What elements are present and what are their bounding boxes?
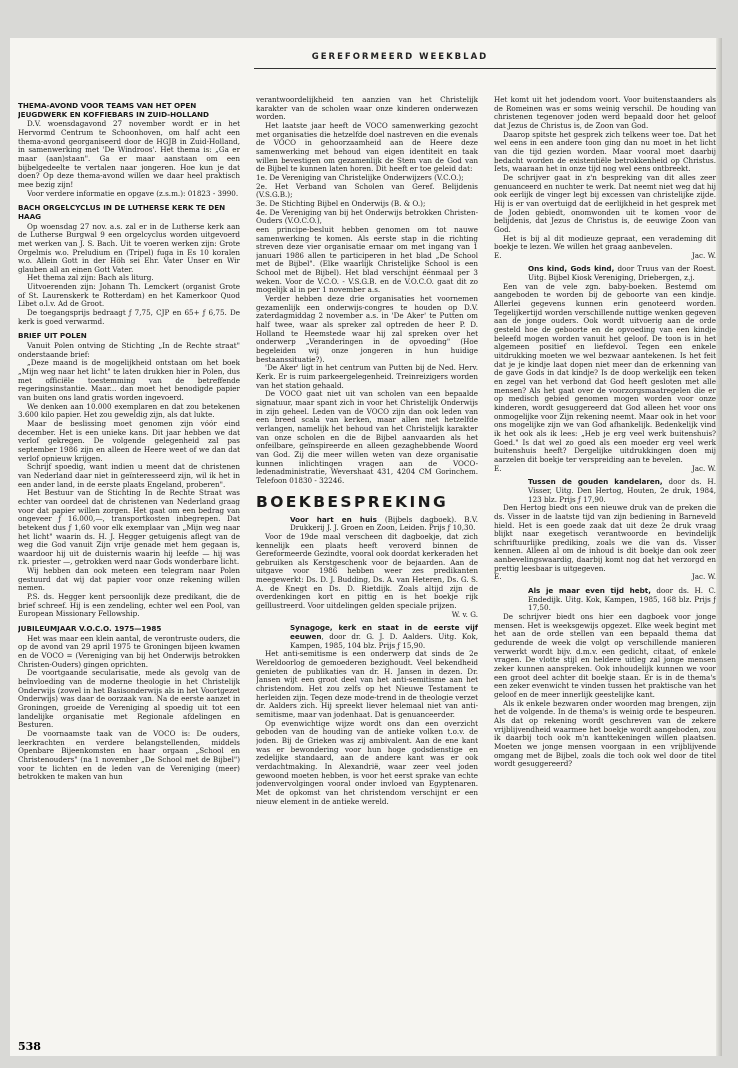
review-heading	[494, 265, 716, 282]
signature-initial: E.	[494, 572, 502, 582]
column-2	[256, 96, 478, 1001]
review-heading	[494, 478, 716, 504]
paragraph: Verder hebben deze drie organisaties het voornemen gezamenlijk een onderwijs-congres te houden op D.V. zaterdagmiddag 2 november a.s. in 'De Aker' te Putten om half twee, waar als spreker zal optreden de heer P. D. Holland te Heemstede waar hij zal spreken over het onderwerp „Veranderingen in de opvoeding" (Hoe begeleiden wij onze jongeren in hun huidige bestaanssituatie?).	[256, 294, 478, 364]
running-title: GEREFORMEERD WEEKBLAD	[311, 52, 489, 62]
paragraph: Als ik enkele bezwaren onder woorden mag brengen, zijn het de volgende. In de thema's is weinig orde te bespeuren. Als dat op rekening wordt geschreven van de zekere vrijblijvendheid waarmee het boekje wordt aangeboden, zou ik daarbij toch ook m'n kanttekeningen willen plaatsen. Moeten we jonge mensen voorgaan in een vrijblijvende omgang met de Bijbel, zoals die toch ook wel door de titel wordt gesuggereerd?	[494, 698, 716, 769]
paragraph: Het thema zal zijn: Bach als liturg.	[27, 273, 154, 283]
review-meta: door ds. H. Visser, Uitg. Den Hertog, Houten, 2e druk, 1984, 123 blz. Prijs ƒ 17,90.	[528, 477, 716, 504]
review-meta: , door dr. G. J. D. Aalders. Uitg. Kok, Kampen, 1985, 104 blz. Prijs ƒ 15,90.	[290, 632, 478, 650]
list-item: 4e. De Vereniging van bij het Onderwijs betrokken Christen-Ouders (V.O.C.O.),	[256, 207, 478, 226]
page-edge-shadow	[716, 38, 722, 1056]
review-title: Als je maar even tijd hebt,	[528, 586, 651, 596]
review-title: Tussen de gouden kandelaren,	[528, 477, 663, 487]
paragraph: Het komt uit het jodendom voort. Voor buitenstaanders als de Romeinen was er soms weinig verschil. De houding van christenen tegenover joden werd bepaald door het geloof dat Jezus de Christus is, de Zoon van God.	[494, 96, 716, 130]
section-banner: BOEKBESPREKING	[256, 492, 449, 511]
article-title: JUBILEUMJAAR V.O.C.O. 1975—1985	[18, 624, 162, 634]
review-title: Ons kind, Gods kind,	[528, 264, 615, 274]
page-number: 538	[18, 1040, 41, 1053]
paragraph: De voortgaande secularisatie, mede als gevolg van de beïnvloeding van de moderne theologie in het Christelijk Onderwijs (zowel in het Basisonderwijs als in het Voortgezet Onderwijs) was daar de oorzaak van. Na de eerste aanzet in Groningen, groeide de Vereniging al spoedig uit tot een landelijke organisatie met Regionale afdelingen en Besturen.	[18, 668, 240, 730]
paragraph: Wij hebben dan ook meteen een telegram naar Polen gestuurd dat wij dat papier voor onze rekening willen nemen.	[18, 566, 240, 593]
paragraph: Schrijf spoedig, want indien u meent dat de christenen van Nederland daar niet in geïnteresseerd zijn, wil ik het in een ander land, in de eerste plaats Engeland, proberen".	[18, 462, 240, 489]
signature-name: Jac. W.	[691, 463, 716, 473]
paragraph: Uitvoerenden zijn: Johann Th. Lemckert (organist Grote of St. Laurenskerk te Rotterdam) en het Kamerkoor Quod Libet o.l.v. Ad de Groot.	[18, 282, 240, 309]
paragraph: Het laatste jaar heeft de VOCO samenwerking gezocht met organisaties die hetzelfde doel nastreven en die evenals de VOCO in gehoorzaamheid aan de Heere deze samenwerking met behoud van eigen identiteit en taak willen bevestigen om gezamenlijk de Stem van de God van de Bijbel te kunnen laten horen. Dit heeft er toe geleid dat:	[256, 120, 478, 174]
paragraph: 'De Aker' ligt in het centrum van Putten bij de Ned. Herv. Kerk. Er is ruim parkeergelegenheid. Treinreizigers worden van het station gehaald.	[256, 363, 478, 390]
review-title: Voor hart en huis	[290, 514, 377, 524]
review-heading	[256, 624, 478, 650]
paragraph: We denken aan 10.000 exemplaren en dat zou betekenen 3.600 kilo papier. Het zou geweldig zijn, als dat lukte.	[18, 401, 240, 420]
paragraph: De schrijver gaat in z'n bespreking van dit alles zeer genuanceerd en nuchter te werk. Dat neemt niet weg dat hij ook eerlijk de vinger legt bij excessen van christelijke zijde. Hij is er van overtuigd dat de eerlijkheid in het gesprek met de Joden gebiedt, onomwonden uit te komen voor de belijdenis, dat Jezus de Christus is, de eeuwige Zoon van God.	[494, 172, 716, 234]
article-title: BRIEF UIT POLEN	[18, 331, 87, 341]
paragraph: een principe-besluit hebben genomen om tot nauwe samenwerking te komen. Als eerste stap in die richting streven deze vier organisatie ernaar om met ingang van 1 januari 1986 allen te participeren in het blad „De School met de Bijbel". (Elke waarlijk Christelijke School is een School met de Bijbel). Het blad verschijnt éénmaal per 3 weken. Voor de V.C.O. - V.S.G.B. en de V.O.C.O. gaat dit zo mogelijk al in per 1 november a.s.	[256, 224, 478, 295]
review-signature	[494, 252, 716, 261]
paragraph: Het Bestuur van de Stichting In de Rechte Straat was echter van oordeel dat de christenen van Nederland graag voor dat papier willen zorgen. Het gaat om een bedrag van ongeveer ƒ 16.000,—, transportkosten inbegrepen. Dat betekent dus ƒ 1,60 voor elk exemplaar van „Mijn weg naar het licht" waarin ds. H. J. Hegger getuigenis aflegt van de weg die God vanuit Zijn vrije genade met hem gegaan is, waardoor hij uit de duisternis waarin hij leefde — hij was r.k. priester —, getrokken werd naar Gods wonderbare licht.	[18, 488, 240, 567]
paragraph: Vanuit Polen ontving de Stichting „In de Rechte straat" onderstaande brief:	[18, 341, 240, 359]
signature-initial: E.	[494, 463, 502, 473]
paragraph: Den Hertog biedt ons een nieuwe druk van de preken die ds. Visser in de laatste tijd van zijn bediening in Barneveld hield. Het is een goede zaak dat uit deze 2e druk vraag blijkt naar exegetisch verantwoorde en bevindelijk schriftuurlijke prediking, zoals we die van ds. Visser kennen. Alleen al om de inhoud is dit boekje dan ook zeer aanbevelingswaardig, daarbij komt nog dat het verzorgd en prettig leesbaar is uitgegeven.	[494, 503, 716, 573]
review-signature: W. v. G.	[451, 609, 478, 619]
paragraph: Op evenwichtige wijze wordt ons dan een overzicht geboden van de houding van de antieke volken t.o.v. de joden. Bij de Grieken was zij ambivalent. Aan de ene kant was er bewondering voor hun hoge godsdienstige en zedelijke standaard, aan de andere kant was er ook verdachtmaking. In Alexandrië, waar zeer veel joden gewoond moeten hebben, is voor het eerst sprake van echte jodenvervolgingen vooral onder invloed van Egyptenaren. Met de opkomst van het christendom verschijnt er een nieuw element in de antieke wereld.	[256, 718, 478, 806]
review-heading	[256, 516, 478, 533]
paragraph: Daarop spitste het gesprek zich telkens weer toe. Dat het wel eens in een andere toon ging dan nu moet in het licht van die tijd gezien worden. Maar vooral moet daarbij bedacht worden de existentiële betrokkenheid op Christus. Iets, waaraan het in onze tijd nog wel eens ontbreekt.	[494, 129, 716, 174]
review-meta: (Bijbels dagboek). B.V. Drukkerij J. J. Groen en Zoon, Leiden. Prijs ƒ 10,30.	[290, 514, 478, 533]
paragraph: De VOCO gaat niet uit van scholen van een bepaalde signatuur, maar spant zich in voor het Christelijk Onderwijs in zijn geheel. Leden van de VOCO zijn dan ook leden van een breed scala van kerken, maar allen met hetzelfde verlangen, namelijk het behoud van het Christelijk karakter van onze scholen en die de Bijbel aanvaarden als het onfeilbare, geïnspireerde en alleen gezaghebbende Woord van God. Zij die meer willen weten van deze organisatie kunnen inlichtingen vragen aan de VOCO-ledenadministratie, Wevershaat 431, 4204 CM Gorinchem. Telefoon 01830 - 32246.	[256, 389, 478, 485]
review-signature	[494, 465, 716, 474]
paragraph: Het is bij al dit modieuze gepraat, een verademing dit boekje te lezen. We willen het graag aanbevelen.	[494, 233, 716, 252]
paragraph: Het anti-semitisme is een onderwerp dat sinds de 2e Wereldoorlog de gemoederen bezighoudt. Veel bekendheid genieten de publikaties van dr. H. Jansen in dezen. Dr. Jansen wijt een groot deel van het anti-semitisme aan het christendom. Het zou zelfs op het Nieuwe Testament te herleiden zijn. Tegen deze mode-trend in de theologie verzet dr. Aalders zich. Hij spreekt liever helemaal niet van anti-semitisme, maar van jodenhaat. Dat is genuanceerder.	[256, 649, 478, 719]
review-meta: door Truus van der Roest. Uitg. Bijbel Kiosk Vereniging, Driebergen, z.j.	[528, 264, 716, 283]
list-item: 3e. De Stichting Bijbel en Onderwijs (B. & O.);	[256, 198, 426, 208]
paragraph: Maar de beslissing moet genomen zijn vóór eind december. Het is een unieke kans. Dit jaar hebben we dat verlof gekregen. De volgende gelegenheid zal pas september 1986 zijn en alleen de Heere weet of we dan dat verlof opnieuw krijgen.	[18, 418, 240, 463]
review-signature	[494, 573, 716, 582]
article-title: BACH ORGELCYCLUS IN DE LUTHERSE KERK TE DEN HAAG	[18, 203, 226, 221]
paragraph: Voor de 19de maal verscheen dit dagboekje, dat zich kennelijk een plaats heeft veroverd binnen de Gereformeerde Gezindte, vooral ook doordat kerkeraden het gebruiken als Kerstgeschenk voor de bejaarden. Aan de uitgave voor 1986 hebben weer zes predikanten meegewerkt: Ds. D. J. Budding, Ds. A. van Heteren, Ds. G. S. A. de Knegt en Ds. D. Rietdijk. Zoals altijd zijn de overdenkingen kort en pittig en is het boekje rijk geïllustreerd. Voor uitdelingen gelden speciale prijzen.	[256, 531, 478, 611]
paragraph: verantwoordelijkheid ten aanzien van het Christelijk karakter van de scholen waar onze kinderen onderwezen worden.	[256, 96, 478, 122]
list-item: 2e. Het Verband van Scholen van Geref. Belijdenis (V.S.G.B.);	[256, 181, 478, 200]
organisation-list	[256, 174, 478, 226]
paragraph: De voornaamste taak van de VOCO is: De ouders, leerkrachten en verdere belangstellenden, middels Openbare Bijeenkomsten en haar orgaan „School en Christenouders" (na 1 november „De School met de Bijbel") voor te lichten en de leden van de Vereniging (meer) betrokken te maken van hun	[18, 728, 240, 782]
paragraph: D.V. woensdagavond 27 november wordt er in het Hervormd Centrum te Schoonhoven, om half acht een thema-avond georganiseerd door de HGJB in Zuid-Holland, in samenwerking met 'De Windroos'. Het thema is: „Ga er maar (aan)staan". Ga er maar aanstaan om een bijbelgedeelte te vertalen naar jongeren. Hoe kun je dat doen? Op deze thema-avond willen we daar heel praktisch mee bezig zijn!	[18, 119, 240, 189]
paragraph: Een van de vele zgn. baby-boeken. Bestemd om aangeboden te worden bij de geboorte van een kindje. Allerlei gegevens kunnen erin genoteerd worden. Tegelijkertijd worden verschillende nuttige wenken gegeven aan de jonge ouders. Ook wordt uitvoerig aan de orde gesteld hoe de geboorte en de opvoeding van een kindje beleefd mogen worden vanuit het geloof. De toon is in het algemeen positief en liefdevol. Tegen een enkele uitdrukking moeten we wel bezwaar aantekenen. Is het feit dat je je kindje laat dopen niet meer dan de erkenning van de gave Gods in dat kindje? Is de doop werkelijk een teken en zegel van het verbond dat God heeft gesloten met alle mensen? Als het gaat over de voorzorgsmaatregelen die er op medisch gebied genomen mogen worden voor onze kinderen, wordt gesuggereerd dat God alleen het voor ons onmogelijke voor Zijn rekening neemt. Maar ook in het voor ons mogelijke zijn we van God afhankelijk. Bedenkelijk vind ik het ook als ik lees: „Heb je erg veel werk buitenshuis? Goed." Is dat wel zo goed als een moeder erg veel werk buitenshuis heeft? Dergelijke uitdrukkingen doen mij aarzelen dit boekje ter verspreiding aan te bevelen.	[494, 281, 716, 464]
review-title: Synagoge, kerk en staat in de eerste vijf eeuwen	[290, 623, 478, 642]
paragraph: P.S. ds. Hegger kent persoonlijk deze predikant, die de brief schreef. Hij is een zendeling, echter wel een Pool, van European Missionary Fellowship.	[18, 592, 240, 619]
signature-name: Jac. W.	[691, 250, 716, 260]
article-title: THEMA-AVOND VOOR TEAMS VAN HET OPEN JEUGDWERK EN KOFFIEBARS IN ZUID-HOLLAND	[18, 101, 209, 119]
column-1	[18, 96, 240, 1001]
header-rule	[254, 68, 720, 69]
magazine-page	[10, 38, 722, 1056]
paragraph: De toegangsprijs bedraagt ƒ 7,75, CJP en 65+ ƒ 6,75. De kerk is goed verwarmd.	[18, 308, 240, 326]
signature-initial: E.	[494, 250, 502, 260]
paragraph: Voor verdere informatie en opgave (z.s.m.): 01823 - 3990.	[27, 188, 239, 198]
paragraph: „Deze maand is de mogelijkheid ontstaan om het boek „Mijn weg naar het licht" te laten drukken hier in Polen, dus met officiële toestemming van de betreffende regeringsinstantie. Maar... dan moet het benodigde papier van buiten ons land gratis worden ingevoerd.	[18, 358, 240, 402]
paragraph: Het was maar een klein aantal, de verontruste ouders, die op de avond van 29 april 1975 te Groningen bijeen kwamen en de VOCO = (Vereniging van bij het Onderwijs betrokken Christen-Ouders) gingen oprichten.	[18, 633, 240, 669]
review-heading	[494, 587, 716, 613]
paragraph: Op woensdag 27 nov. a.s. zal er in de Lutherse kerk aan de Lutherse Burgwal 9 een orgelcyclus worden uitgevoerd met werken van J. S. Bach. Uit te voeren werken zijn: Grote Orgelmis w.o. Preludium en (Tripel) fuga in Es 10 koralen w.o. Allein Gott in der Höh sei Ehr. Vater Unser en Wir glauben all an einen Gott Vater.	[18, 221, 240, 274]
signature-name: Jac. W.	[691, 572, 716, 582]
column-3	[494, 96, 716, 1001]
paragraph: De schrijver biedt ons hier een dagboek voor jonge mensen. Het is weeksgewijs opgezet. Elke week begint met het aan de orde stellen van een bepaald thema dat gedurende de week die volgt op verschillende manieren verwerkt wordt bijv. d.m.v. een gedicht, citaat, of enkele vragen. De vlotte stijl en heldere uitleg zal jonge mensen zeker kunnen aanspreken. Ook inhoudelijk kunnen we voor een groot deel achter dit boekje staan. Er is in de thema's een zeker evenwicht te vinden tussen het praktische van het geloof en de meer innerlijk geestelijke kant.	[494, 612, 716, 699]
list-item: 1e. De Vereniging van Christelijke Onderwijzers (V.C.O.);	[256, 172, 464, 182]
review-meta: door ds. H. C. Endedijk. Uitg. Kok, Kampen, 1985, 168 blz. Prijs ƒ 17,50.	[528, 586, 716, 613]
